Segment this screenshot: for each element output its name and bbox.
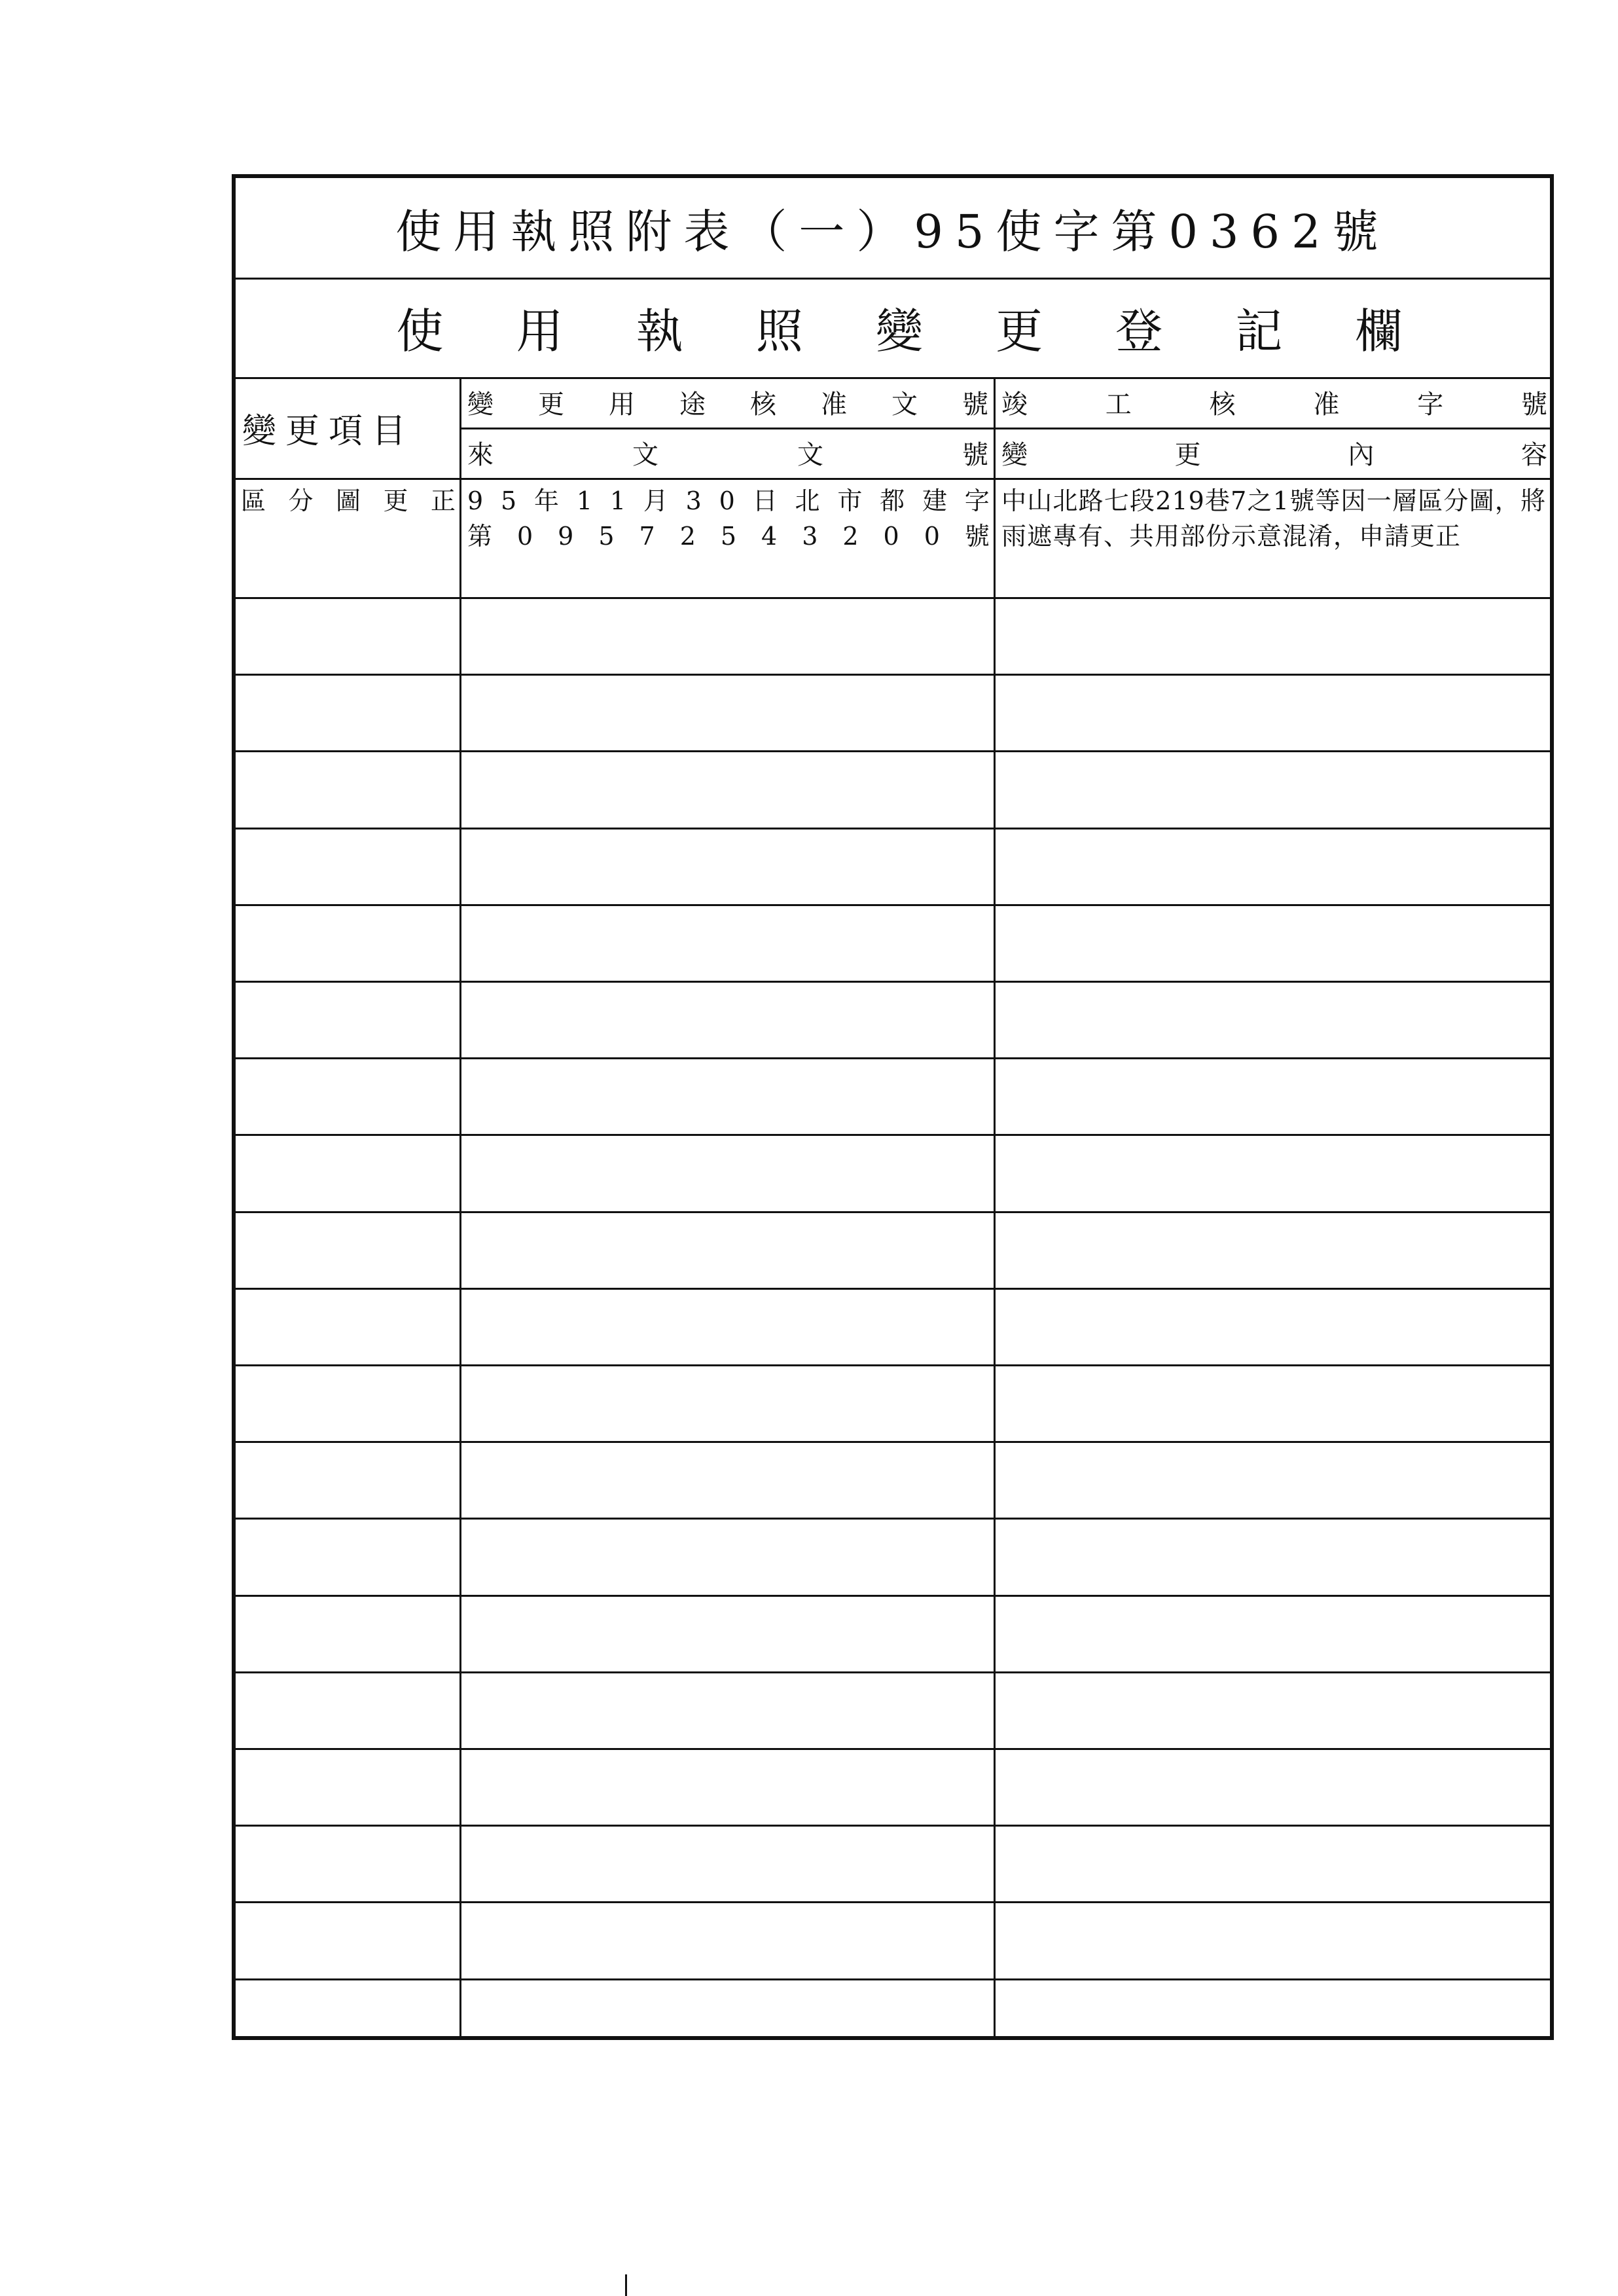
row-content-text: 中山北路七段219巷7之1號等因一層區分圖，將雨遮專有、共用部份示意混淆，申請更正 — [1001, 486, 1546, 551]
text-glyph: 途 — [679, 390, 706, 420]
row-content-cell — [999, 483, 1549, 588]
text-glyph: 2 — [679, 522, 696, 551]
text-glyph: 3 — [685, 486, 702, 515]
table-row-divider — [236, 1057, 1550, 1059]
row-item-text — [241, 483, 459, 519]
header-change-content-label — [998, 428, 1551, 478]
header-item-label — [242, 377, 458, 478]
page-binding-mark — [625, 2274, 627, 2296]
text-glyph: 5 — [720, 522, 737, 551]
table-row-divider — [236, 597, 1550, 599]
column-divider — [459, 377, 461, 2036]
text-glyph: 來 — [467, 440, 494, 470]
text-glyph: 5 — [598, 522, 615, 551]
text-glyph: 4 — [761, 522, 778, 551]
text-glyph: 字 — [964, 486, 990, 515]
header-item-text: 變更項目 — [242, 411, 416, 451]
text-glyph: 分 — [288, 486, 314, 515]
text-glyph: 建 — [922, 486, 947, 515]
table-row-divider — [236, 1364, 1550, 1366]
table-row-divider — [236, 1288, 1550, 1290]
text-glyph: 變 — [1001, 440, 1028, 470]
text-glyph: 圖 — [335, 486, 361, 515]
table-row-divider — [236, 981, 1550, 983]
header-approval-doc-text — [467, 384, 988, 421]
text-glyph: 核 — [750, 390, 776, 420]
subtitle-char: 登 — [1115, 304, 1163, 359]
text-glyph: 都 — [880, 486, 905, 515]
header-incoming-doc-text — [467, 434, 988, 471]
subtitle-char: 變 — [875, 304, 923, 359]
text-glyph: 文 — [632, 440, 658, 470]
table-row-divider — [236, 1134, 1550, 1136]
row-item-cell — [241, 483, 459, 555]
text-glyph: 3 — [802, 522, 818, 551]
text-glyph: 5 — [501, 486, 517, 515]
text-glyph: 內 — [1348, 440, 1375, 470]
text-glyph: 文 — [797, 440, 823, 470]
text-glyph: 核 — [1209, 390, 1236, 420]
text-glyph: 2 — [842, 522, 859, 551]
text-glyph: 字 — [1417, 390, 1444, 420]
text-glyph: 更 — [538, 390, 564, 420]
text-glyph: 0 — [719, 486, 735, 515]
column-divider — [994, 377, 996, 2036]
table-row-divider — [236, 1748, 1550, 1750]
subtitle-char: 執 — [636, 304, 683, 359]
text-glyph: 0 — [924, 522, 940, 551]
table-row-divider — [236, 1595, 1550, 1597]
text-glyph: 變 — [467, 390, 494, 420]
table-row-divider — [236, 1901, 1550, 1903]
text-glyph: 容 — [1520, 440, 1547, 470]
divider — [236, 478, 1550, 480]
table-row-divider — [236, 750, 1550, 752]
text-glyph: 年 — [534, 486, 560, 515]
header-incoming-doc-label — [463, 428, 992, 478]
text-glyph: 月 — [643, 486, 668, 515]
row-doc-cell — [463, 483, 994, 588]
text-glyph: 號 — [964, 522, 990, 551]
text-glyph: 號 — [962, 440, 988, 470]
form-title-row — [236, 178, 1550, 278]
subtitle-char: 照 — [755, 304, 803, 359]
text-glyph: 7 — [639, 522, 655, 551]
text-glyph: 更 — [1174, 440, 1201, 470]
text-glyph: 0 — [883, 522, 899, 551]
text-glyph: 北 — [795, 486, 820, 515]
text-glyph: 1 — [609, 486, 626, 515]
text-glyph: 准 — [1313, 390, 1340, 420]
table-row-divider — [236, 1978, 1550, 1980]
row-doc-line1 — [467, 483, 990, 519]
text-glyph: 日 — [752, 486, 778, 515]
text-glyph: 9 — [558, 522, 574, 551]
subtitle-char: 欄 — [1355, 304, 1403, 359]
text-glyph: 號 — [1520, 390, 1547, 420]
text-glyph: 更 — [383, 486, 408, 515]
text-glyph: 區 — [241, 486, 266, 515]
text-glyph: 第 — [467, 522, 493, 551]
table-row-divider — [236, 1825, 1550, 1827]
table-row-divider — [236, 1211, 1550, 1213]
subtitle-char: 用 — [516, 304, 564, 359]
table-row-divider — [236, 904, 1550, 906]
subtitle-char: 使 — [396, 304, 444, 359]
text-glyph: 號 — [962, 390, 988, 420]
header-completion-label — [998, 377, 1551, 428]
subtitle-char: 記 — [1235, 304, 1283, 359]
form-title: 使用執照附表（一）95使字第0362號 — [395, 204, 1390, 259]
text-glyph: 准 — [821, 390, 847, 420]
text-glyph: 市 — [837, 486, 863, 515]
text-glyph: 工 — [1105, 390, 1132, 420]
text-glyph: 用 — [609, 390, 635, 420]
usage-permit-form — [232, 174, 1554, 2040]
table-row-divider — [236, 674, 1550, 676]
table-row-divider — [236, 828, 1550, 829]
table-row-divider — [236, 1671, 1550, 1673]
text-glyph: 1 — [576, 486, 593, 515]
text-glyph: 9 — [467, 486, 484, 515]
text-glyph: 正 — [430, 486, 456, 515]
row-doc-line2 — [467, 519, 990, 554]
text-glyph: 0 — [517, 522, 533, 551]
text-glyph: 竣 — [1001, 390, 1028, 420]
header-change-content-text — [1001, 434, 1547, 471]
table-row-divider — [236, 1518, 1550, 1520]
form-subtitle-row — [236, 278, 1550, 377]
header-approval-doc-label — [463, 377, 992, 428]
table-row-divider — [236, 1441, 1550, 1443]
text-glyph: 文 — [891, 390, 918, 420]
subtitle-char: 更 — [996, 304, 1043, 359]
header-completion-text — [1001, 384, 1547, 421]
